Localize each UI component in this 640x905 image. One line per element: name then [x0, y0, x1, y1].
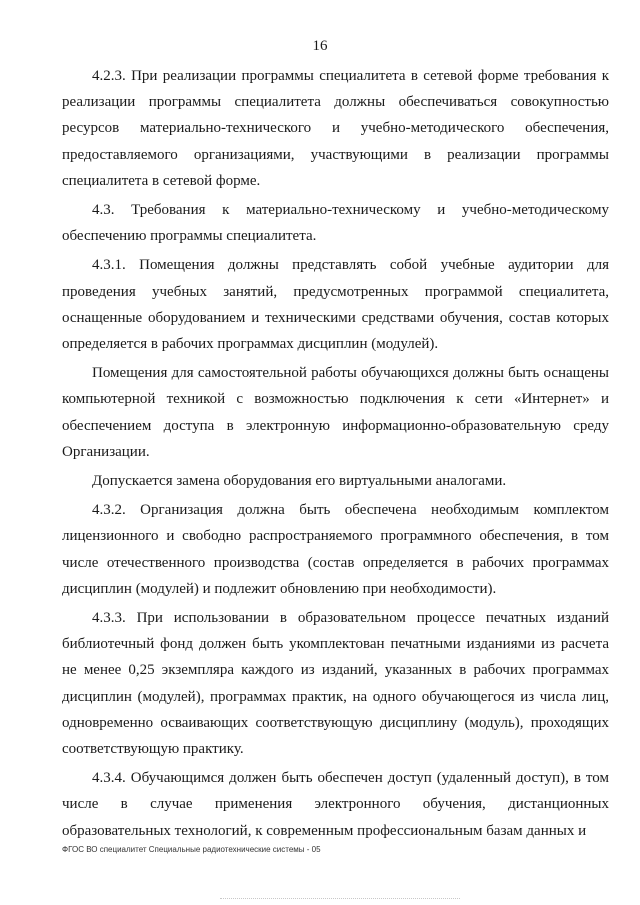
page-footer: ФГОС ВО специалитет Специальные радиотехнические системы - 05	[62, 845, 321, 854]
page-number: 16	[312, 38, 328, 54]
scan-edge-divider	[220, 898, 460, 900]
paragraph-4-3: 4.3. Требования к материально-техническому и учебно-методическому обеспечению программы специалитета.	[62, 202, 609, 245]
paragraph-4-3-4: 4.3.4. Обучающимся должен быть обеспечен доступ (удаленный доступ), в том числе в случае применения электронного обучения, дистанционных образовательных технологий, к современным профессиональным базам данных и	[62, 770, 609, 839]
paragraph-virtual-analogs: Допускается замена оборудования его виртуальными аналогами.	[92, 473, 507, 490]
paragraph-4-3-2: 4.3.2. Организация должна быть обеспечена необходимым комплектом лицензионного и свободно распространяемого программного обеспечения, в том числе отечественного производства (состав определяется в рабочих программах дисциплин (модулей) и подлежит обновлению при необходимости).	[62, 502, 609, 597]
document-body	[62, 63, 609, 844]
paragraph-4-2-3: 4.2.3. При реализации программы специалитета в сетевой форме требования к реализации программы специалитета должны обеспечиваться совокупностью ресурсов материально-технического и учебно-методического обеспечения, предоставляемого организациями, участвующими в реализации программы специалитета в сетевой форме.	[62, 68, 609, 189]
paragraph-4-3-1: 4.3.1. Помещения должны представлять собой учебные аудитории для проведения учебных занятий, предусмотренных программой специалитета, оснащенные оборудованием и техническими средствами обучения, состав которых определяется в рабочих программах дисциплин (модулей).	[62, 257, 609, 353]
paragraph-4-3-3: 4.3.3. При использовании в образовательном процессе печатных изданий библиотечный фонд должен быть укомплектован печатными изданиями из расчета не менее 0,25 экземпляра каждого из изданий, указанных в рабочих программах дисциплин (модулей), программах практик, на одного обучающегося из числа лиц, одновременно осваивающих соответствующую дисциплину (модуль), проходящих соответствующую практику.	[62, 610, 609, 758]
paragraph-self-study-rooms: Помещения для самостоятельной работы обучающихся должны быть оснащены компьютерной техникой с возможностью подключения к сети «Интернет» и обеспечением доступа в электронную информационно-образовательную среду Организации.	[62, 365, 609, 460]
